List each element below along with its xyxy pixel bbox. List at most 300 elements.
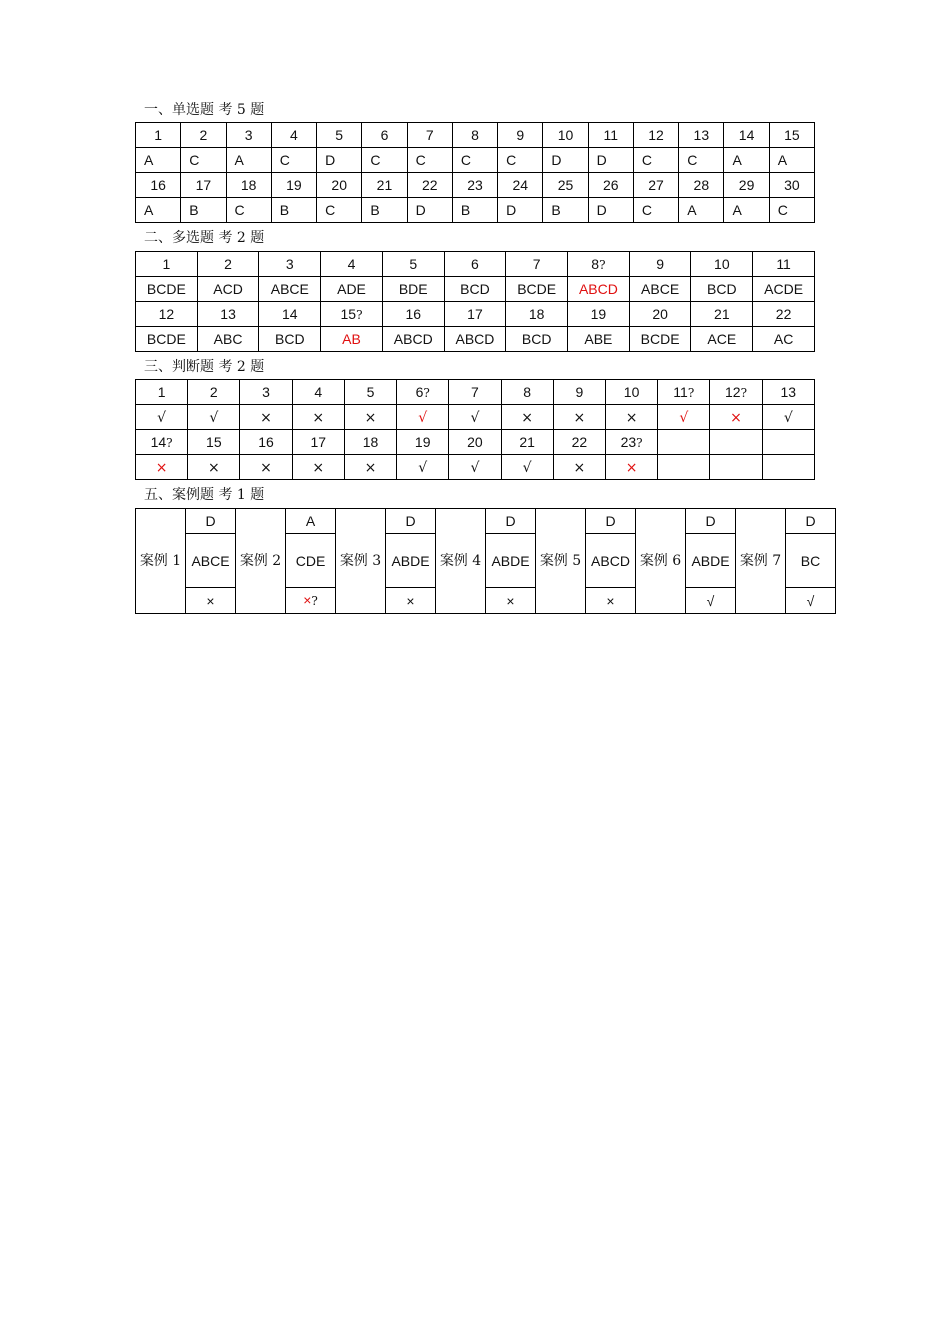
case-answer-text: ABDE [491,552,530,569]
case-answer-text: A [305,513,316,529]
answer-cell [501,455,553,480]
question-number-cell [181,173,226,198]
answer-cell [449,405,501,430]
question-number-cell-text: 12 [158,306,175,322]
question-number-cell-text: 21 [519,434,535,450]
case-answer-text: × [406,592,415,609]
answer-cell [226,198,271,223]
table-row [136,455,815,480]
answer-cell-text: C [234,202,245,218]
question-number-cell-text: 6 [380,127,389,143]
answer-cell-text: ABCD [578,281,618,297]
table-row [136,509,836,534]
question-number-cell-text: 7 [532,256,541,272]
case-answer-cell [386,509,436,534]
case-answer-cell [286,509,336,534]
answer-cell [633,148,678,173]
answer-cell-text: B [370,202,380,218]
question-number-cell [452,123,497,148]
answer-cell-text: C [460,152,471,168]
answer-cell [444,277,506,302]
case-result-cell [386,588,436,614]
case-name-cell [536,509,586,614]
case-name-text: 案例 7 [739,553,782,569]
answer-cell-text: ABE [584,331,613,347]
question-number-cell-text: 22 [775,306,792,322]
answer-cell [553,405,605,430]
answer-cell [259,277,321,302]
case-result-cell [486,588,536,614]
question-number-cell-text: 4 [347,256,356,272]
table-row [136,198,815,223]
answer-cell [188,405,240,430]
answer-cell-text: A [144,202,154,218]
table-row [136,302,815,327]
question-number-cell-text: 11 [603,127,619,143]
question-number-cell [633,123,678,148]
table-row [136,327,815,352]
question-number-cell-text: 23 [467,177,483,193]
case-answer-text: × [506,592,515,609]
question-number-cell-text: 14 [738,127,755,143]
answer-cell-text: D [596,202,607,218]
question-number-cell [136,430,188,455]
answer-cell-text: C [325,202,336,218]
answer-cell-text: BCDE [517,281,557,297]
table-row [136,123,815,148]
question-number-cell [588,173,633,198]
answer-cell [407,198,452,223]
case-answer-cell [786,534,836,588]
answer-cell [197,327,259,352]
answer-cell-text: √ [470,459,480,476]
question-number-cell-text: 4 [314,384,323,400]
answer-cell-text: √ [679,409,689,426]
question-number-cell-text: 5 [335,127,344,143]
answer-cell-text: √ [522,459,532,476]
question-number-cell-text: 3 [244,127,253,143]
answer-cell [658,455,710,480]
answer-cell [629,327,691,352]
question-number-cell-text: 12 [648,127,664,143]
answer-cell-text: √ [418,459,428,476]
case-answer-cell [586,509,636,534]
question-number-cell [629,252,691,277]
answer-cell-text: C [189,152,200,168]
question-number-cell-text: 15 [206,434,222,450]
question-number-cell-text: 28 [693,177,710,193]
question-number-cell [240,380,292,405]
answer-cell-text: ACD [213,281,243,297]
question-number-cell [769,173,814,198]
question-number-cell [543,173,588,198]
answer-cell [588,148,633,173]
question-number-cell-text: 9 [516,127,525,143]
question-number-cell-text: 5 [409,256,418,272]
case-result-cell [686,588,736,614]
case-name-text: 案例 4 [439,553,482,569]
question-number-cell [553,380,605,405]
answer-cell-text: √ [418,409,428,426]
answer-cell-text: × [364,459,377,476]
question-number-cell-text: 2 [199,127,208,143]
question-number-cell-text: 17 [195,177,212,193]
question-number-cell [226,173,271,198]
question-number-cell [506,252,568,277]
question-number-cell [259,302,321,327]
question-number-cell-text: 10 [714,256,730,272]
answer-cell [501,405,553,430]
answer-cell-text: AB [342,331,361,347]
question-number-cell [362,173,407,198]
question-number-cell-text: 20 [467,434,483,450]
answer-cell [271,148,316,173]
answer-cell [679,198,724,223]
question-number-cell [181,123,226,148]
question-number-cell-text: 13 [780,384,797,400]
question-number-cell-text: 19 [286,177,302,193]
question-number-cell [344,430,396,455]
answer-cell [181,148,226,173]
answer-cell-text: ADE [337,281,366,297]
answer-cell [724,148,769,173]
question-number-cell [753,302,815,327]
answer-cell-text: BCDE [146,331,186,347]
question-number-cell-text: 7 [425,127,434,143]
multi-choice-table [135,251,815,352]
answer-cell-text: × [207,459,220,476]
question-number-cell-text: 11 [776,256,791,272]
question-number-cell [679,173,724,198]
answer-cell-text: × [521,409,533,426]
question-number-cell-text: 21 [714,306,730,322]
question-number-cell-text: 1 [162,256,171,272]
answer-cell [710,455,762,480]
case-answer-cell [786,509,836,534]
answer-cell [321,277,383,302]
answer-cell [633,198,678,223]
question-number-cell [292,430,344,455]
case-name-text: 案例 1 [139,553,182,569]
answer-cell [605,455,657,480]
question-number-cell [691,252,753,277]
answer-cell-text: C [641,202,653,218]
answer-cell [240,455,292,480]
answer-cell-text: A [732,152,742,168]
question-number-cell-text: 8 [523,384,532,400]
answer-cell [568,327,630,352]
question-number-cell-text: 9 [575,384,584,400]
question-number-cell [292,380,344,405]
question-number-cell [762,430,814,455]
case-answer-cell [286,534,336,588]
question-number-cell-text: 6 [415,383,424,400]
answer-cell-text: × [364,409,377,426]
question-number-cell [449,430,501,455]
question-number-cell [397,380,449,405]
question-mark-icon: ? [740,385,748,400]
question-number-cell [317,173,362,198]
question-number-cell [724,123,769,148]
answer-cell-text: ACE [707,331,737,347]
question-number-cell-text: 20 [331,177,347,193]
answer-cell-text: D [506,202,517,218]
question-number-cell [568,252,630,277]
question-number-cell-text: 22 [421,177,438,193]
table-row [136,405,815,430]
question-number-cell [444,252,506,277]
case-study-table [135,508,836,614]
answer-cell-text: ABCD [455,331,495,347]
answer-cell [136,405,188,430]
answer-cell-text: BDE [398,281,428,297]
case-answer-cell [486,509,536,534]
question-number-cell-text: 10 [557,127,574,143]
question-number-cell [321,302,383,327]
answer-cell-text: √ [157,409,167,426]
section-title-multi: 二、多选题 考 2 题 [144,230,265,246]
question-number-cell [317,123,362,148]
answer-cell-text: BCD [275,331,305,347]
question-number-cell [382,302,444,327]
case-answer-text: D [205,513,216,529]
case-answer-text: √ [806,592,815,609]
question-number-cell [382,252,444,277]
question-number-cell-text: 16 [150,177,166,193]
answer-cell-text: × [625,409,638,426]
question-number-cell-text: 17 [467,306,483,322]
question-number-cell [407,123,452,148]
question-number-cell-text: 5 [366,384,375,400]
question-number-cell-text: 1 [154,127,163,143]
question-number-cell-text: 13 [693,127,710,143]
question-number-cell [543,123,588,148]
answer-cell [407,148,452,173]
question-number-cell-text: 22 [571,434,588,450]
question-number-cell [553,430,605,455]
case-name-text: 案例 2 [239,553,282,569]
question-number-cell-text: 7 [471,384,479,400]
question-number-cell [136,302,198,327]
question-number-cell-text: 11 [673,383,688,400]
question-number-cell [136,252,198,277]
question-number-cell [136,123,181,148]
answer-cell [629,277,691,302]
case-name-cell [236,509,286,614]
answer-cell-text: ABCE [270,281,309,297]
question-number-cell-text: 2 [209,384,218,400]
question-number-cell [762,380,814,405]
answer-cell [553,455,605,480]
question-number-cell-text: 2 [224,256,232,272]
case-answer-cell [586,534,636,588]
answer-cell-text: C [641,152,653,168]
question-number-cell-text: 10 [623,384,640,400]
answer-cell [710,405,762,430]
question-number-cell-text: 18 [240,177,257,193]
answer-cell-text: × [260,409,272,426]
question-number-cell-text: 14 [150,433,167,450]
question-number-cell-text: 6 [471,256,479,272]
question-number-cell [136,380,188,405]
case-name-cell [136,509,186,614]
question-number-cell [188,430,240,455]
answer-cell-text: A [234,152,244,168]
question-number-cell-text: 19 [590,306,607,322]
case-answer-text: D [805,513,816,529]
answer-cell-text: ACDE [764,281,804,297]
answer-cell [753,277,815,302]
question-number-cell-text: 4 [290,127,298,143]
answer-cell [292,455,344,480]
single-choice-table [135,122,815,223]
question-number-cell-text: 30 [784,177,800,193]
answer-cell [344,405,396,430]
table-row [136,173,815,198]
question-number-cell [658,430,710,455]
answer-cell [397,405,449,430]
case-answer-cell [186,534,236,588]
question-number-cell [344,380,396,405]
question-number-cell-text: 1 [157,384,166,400]
judgement-table [135,379,815,480]
answer-cell-text: B [460,202,471,218]
question-number-cell-text: 15 [340,305,357,322]
question-mark-icon: ? [636,435,643,450]
question-number-cell-text: 16 [258,434,274,450]
case-name-text: 案例 6 [639,553,682,569]
answer-cell-text: B [551,202,561,218]
case-answer-cell [686,509,736,534]
answer-cell [136,277,198,302]
question-number-cell-text: 17 [310,434,327,450]
answer-cell [226,148,271,173]
question-number-cell [397,430,449,455]
case-result-cell [586,588,636,614]
answer-cell-text: AC [773,331,794,347]
question-number-cell [271,173,316,198]
answer-cell [292,405,344,430]
answer-cell-text: BCD [521,331,552,347]
case-answer-text: × [606,592,615,609]
answer-cell [679,148,724,173]
answer-cell [658,405,710,430]
answer-cell [188,455,240,480]
answer-cell-text: × [312,459,325,476]
answer-cell [543,148,588,173]
case-name-cell [736,509,786,614]
question-number-cell [226,123,271,148]
question-number-cell [588,123,633,148]
answer-cell-text: BCDE [146,281,186,297]
question-number-cell [679,123,724,148]
answer-cell [321,327,383,352]
case-name-cell [336,509,386,614]
question-number-cell [407,173,452,198]
answer-cell-text: BCD [707,281,737,297]
question-number-cell-text: 23 [620,433,637,450]
question-number-cell-text: 12 [725,383,741,400]
answer-cell-text: C [279,152,290,168]
table-row [136,430,815,455]
answer-cell [762,455,814,480]
answer-cell [259,327,321,352]
case-answer-text: D [605,513,616,529]
question-number-cell-text: 16 [405,306,422,322]
question-number-cell [362,123,407,148]
question-number-cell-text: 14 [282,306,298,322]
case-answer-text: CDE [295,552,326,569]
answer-cell-text: C [370,152,381,168]
case-result-cell [286,588,336,614]
answer-cell-text: × [625,459,638,476]
case-answer-text: D [705,513,716,529]
answer-cell-text: √ [470,409,480,426]
answer-cell-text: × [155,459,168,476]
answer-cell [588,198,633,223]
question-number-cell-text: 25 [557,177,574,193]
question-number-cell [506,302,568,327]
section-title-single: 一、单选题 考 5 题 [144,102,265,118]
question-number-cell-text: 20 [652,306,668,322]
question-number-cell [710,430,762,455]
answer-cell [317,148,362,173]
answer-cell [769,198,814,223]
question-number-cell-text: 13 [220,306,236,322]
section-title-judge: 三、判断题 考 2 题 [144,359,265,375]
question-number-cell [498,173,543,198]
answer-cell-text: C [415,152,426,168]
case-name-cell [436,509,486,614]
question-mark-icon: ? [687,385,695,400]
answer-cell [691,277,753,302]
case-answer-text: × [206,592,215,609]
answer-cell-text: C [506,152,517,168]
case-answer-text: √ [706,592,715,609]
question-number-cell-text: 9 [656,256,664,272]
answer-cell [397,455,449,480]
case-result-cell [186,588,236,614]
table-row [136,277,815,302]
question-number-cell [691,302,753,327]
answer-cell-text: C [777,202,788,218]
answer-cell-text: B [279,202,290,218]
question-number-cell [444,302,506,327]
question-number-cell [710,380,762,405]
question-number-cell [240,430,292,455]
question-number-cell-text: 24 [512,177,529,193]
answer-cell [506,327,568,352]
question-mark-icon: ? [166,435,173,450]
question-number-cell-text: 18 [362,434,379,450]
question-number-cell [271,123,316,148]
question-number-cell [197,252,259,277]
answer-cell [136,327,198,352]
case-answer-text: D [505,513,516,529]
question-number-cell [724,173,769,198]
question-number-cell-text: 19 [414,434,431,450]
answer-cell [452,198,497,223]
question-mark-icon: ? [311,594,318,608]
case-answer-cell [486,534,536,588]
table-row [136,380,815,405]
question-number-cell [449,380,501,405]
answer-cell-text: A [777,152,788,168]
question-number-cell [753,252,815,277]
answer-cell [444,327,506,352]
question-number-cell [501,380,553,405]
case-answer-text: ABCE [191,552,230,569]
